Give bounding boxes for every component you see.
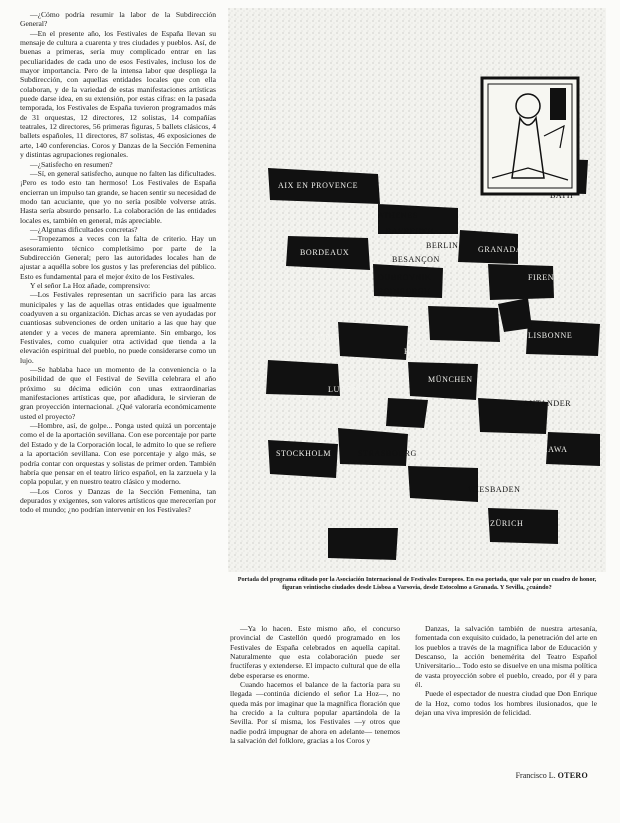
city-label: PERUGIA <box>558 383 597 392</box>
article-left-column <box>20 10 216 515</box>
article-paragraph: —Los Coros y Danzas de la Sección Femenina, tan depurados y exigentes, son valores artísticos que merecerían por todo el mundo; ¿no podrían intervenir en los Festivales? <box>20 486 216 515</box>
article-paragraph: —En el presente año, los Festivales de España llevan su mensaje de cultura a cuarenta y tres ciudades y pueblos. Así, de buenas a primeras, sería muy complicado entrar en las peculiaridades de cada uno de esos Festivales, incluso los de mayor importancia. Pero de la intensa labor que despliega la Subdirección, con aquellas entidades locales que con ella colaboran, y de la variedad de estas manifestaciones artísticas puede darse idea, en su extensión, por estas cifras: en la pasada temporada, los Festivales de España tuvieron programados más de 31 orquestas, 12 directores, 12 solistas, 14 compañías teatrales, 12 directores, 56 primeras figuras, 5 ballets clásicos, 4 ballets españoles, 11 directores, 87 solistas, 46 exposiciones de arte, 140 conferencias. Coros y Danzas de la Sección Femenina y distintas agrupaciones regionales. <box>20 28 216 160</box>
article-paragraph: —¿Algunas dificultades concretas? <box>30 224 138 234</box>
city-label: BESANÇON <box>392 255 440 264</box>
city-label: WARSZAWA <box>518 445 568 454</box>
city-label: STOCKHOLM <box>276 449 332 458</box>
article-paragraph: Cuando hacemos el balance de la factoría para su llegada —continúa diciendo el señor La Hoz—, no queda más por imaginar que la magnífica floración que ha crecido a la cultura popular apartándola de la Sevilla. Por sí misma, los Festivales —y otros que nadie podrá impugnar de ahora en adelante— tenemos la salvación del folklore, gracias a los Coros y <box>230 680 400 746</box>
author-surname: OTERO <box>557 771 588 780</box>
city-label: WIESBADEN <box>468 485 521 494</box>
city-label: MÜNCHEN <box>428 375 473 384</box>
city-label: LISBONNE <box>528 331 573 340</box>
article-paragraph: —Hombre, así, de golpe... Ponga usted quizá un porcentaje como el de la aportación sevillana. Con ese porcentaje por parte del Estado y de la Corporación local, le admito lo que se refiere a la aportación sevillana. Con ese porcentaje y algo más, se podría contar con orquestas y solistas de primer orden. También habría que pensar en el teatro lírico español, en la zarzuela y la copla popular, y en nuestro teatro clásico y moderno. <box>20 421 216 487</box>
city-label: WIEN <box>308 503 332 512</box>
article-paragraph: —¿Satisfecho en resumen? <box>30 159 113 169</box>
city-label: PRAHA <box>446 419 477 428</box>
article-paragraph: Puede el espectador de nuestra ciudad que Don Enrique de la Hoz, como todos los hombres ilusionados, que le dejan una viva impresión de felicidad. <box>415 689 597 718</box>
city-label: BATH <box>550 191 574 200</box>
city-label: GRANADA <box>478 245 523 254</box>
article-right-column <box>415 624 597 717</box>
article-paragraph: —Se hablaba hace un momento de la conveniencia o la posibilidad de que el Festival de Sevilla celebrara el año próximo su décima edición con unas extraordinarias manifestaciones artísticas que, por añadidura, le sirvieran de gran proyección internacional. ¿Qué valoraría económicamente usted el proyecto? <box>20 365 216 421</box>
article-paragraph: —Sí, en general satisfecho, aunque no falten las dificultades. ¡Pero es todo esto tan hermoso! Los Festivales de España encierran un impulso tan grande, se hacen sentir su necesidad de modo tan acuciante, que yo no sería posible volverse atrás. Hasta sería absurdo pensarlo. La colaboración de las entidades locales es, también en general, más apreciable. <box>20 168 216 225</box>
city-label: FIRENZE <box>528 273 566 282</box>
city-label: BAYREUTH <box>386 227 434 236</box>
city-label: BERLIN <box>426 241 459 250</box>
city-label: SANTANDER <box>518 399 572 408</box>
city-label: ZÜRICH <box>490 519 524 528</box>
article-paragraph: —Tropezamos a veces con la falta de criterio. Hay un asesoramiento técnico completísimo por parte de la Subdirección General; pero las autoridades locales han de ajustar a aquélla sobre los gustos y las preferencias del público. Esto es fundamental para el mejor éxito de los Festivales. <box>20 234 216 281</box>
festival-program-cover <box>228 8 606 572</box>
article-paragraph: —Los Festivales representan un sacrificio para las arcas municipales y las de aquellas otras entidades que igualmente coadyuven a su organización. Dichas arcas se ven ayudadas por cuantiosas subvenciones de orden unitario a las que hay que atender y a veces de manera apremiante. Sin embargo, los Festivales, como cualquier otra actividad que tienda a la elevación espiritual del pueblo, no puede considerarse como un lujo. <box>20 290 216 365</box>
author-signature <box>516 771 588 780</box>
city-label: ATHENES <box>378 211 418 220</box>
city-label: LUZERN <box>328 385 364 394</box>
cover-caption: Portada del programa editado por la Asociación Internacional de Festivales Europeos. En esa portada, que vale por un cuadro de honor, figuran veintiocho ciudades desde Lisboa a Varsovia, desde Estocolmo a Granada. Y Sevilla, ¿cuándo? <box>237 576 597 591</box>
article-paragraph: Danzas, la salvación también de nuestra artesanía, fomentada con exquisito cuidado, la penetración del arte en los pueblos a través de la magnífica labor de Educación y Descanso, la acción benemérita del Teatro Español Universitario... Todo esto se disuelve en una misma política de vasta proyección sobre el pueblo, creado, por él y para él. <box>415 624 597 690</box>
article-paragraph: —Ya lo hacen. Este mismo año, el concurso provincial de Castellón quedó programado en los Festivales de España celebrados en aquella capital. Naturalmente que esta colaboración puede ser fructíferas y extenderse. El impacto cultural que de ella debe esperarse es enorme. <box>230 624 400 680</box>
article-paragraph: Y el señor La Hoz añade, comprensivo: <box>30 280 151 290</box>
city-label: HOLLAND <box>404 347 447 356</box>
author-name: Francisco L. <box>515 771 556 780</box>
saint-emblem <box>482 78 578 194</box>
city-label: STRASBOURG <box>358 449 417 458</box>
article-middle-column <box>230 624 400 745</box>
city-label: AIX EN PROVENCE <box>278 181 359 190</box>
city-label: HELSINKI <box>298 333 340 342</box>
checkerboard-illustration <box>228 8 606 572</box>
city-label: EDINBURGH <box>378 287 431 296</box>
city-label: BORDEAUX <box>300 248 350 257</box>
city-label: DUBROVNIK <box>378 273 432 282</box>
article-paragraph: —¿Cómo podría resumir la labor de la Subdirección General? <box>20 10 216 29</box>
